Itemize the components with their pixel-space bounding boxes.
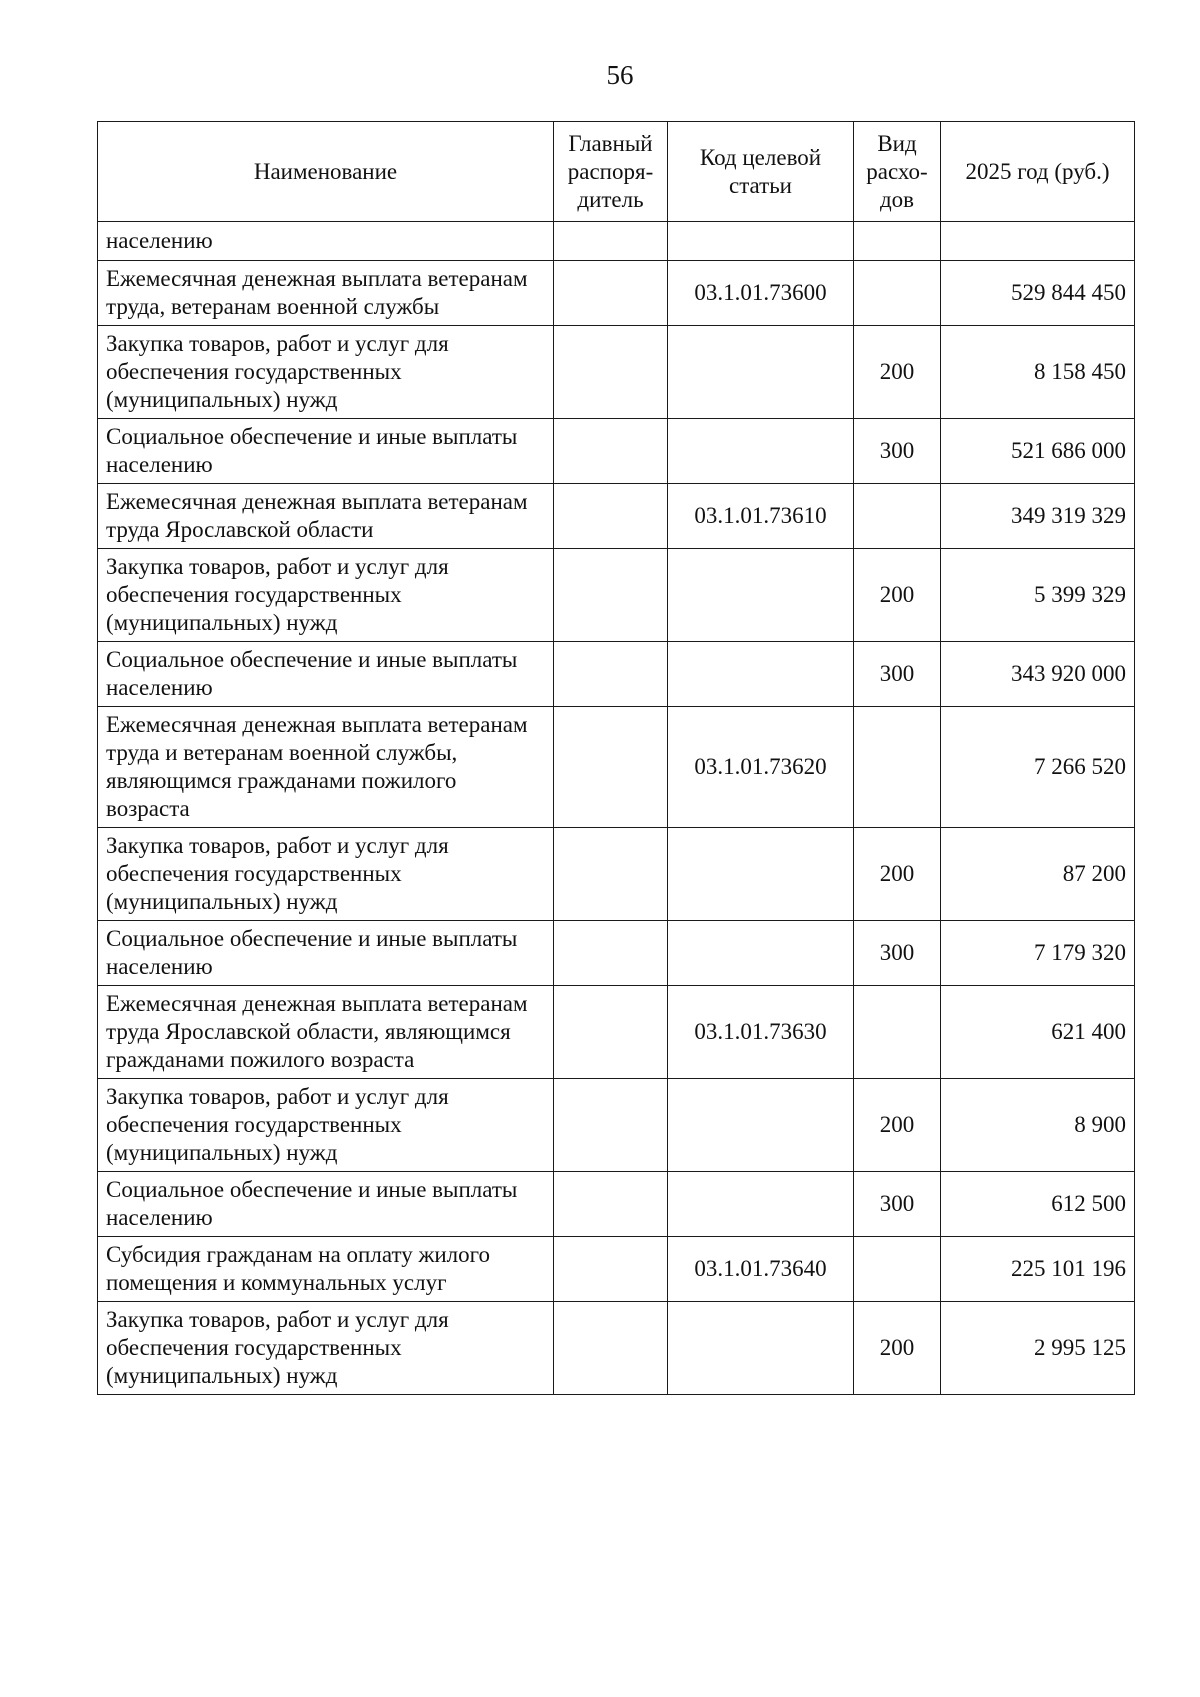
table-row bbox=[98, 1237, 1135, 1302]
cell-manager bbox=[554, 828, 668, 921]
cell-amount bbox=[941, 222, 1135, 261]
cell-code bbox=[668, 549, 854, 642]
cell-code bbox=[668, 1172, 854, 1237]
cell-code bbox=[668, 1302, 854, 1395]
cell-code bbox=[668, 828, 854, 921]
cell-type bbox=[854, 484, 941, 549]
table-body bbox=[98, 222, 1135, 1395]
cell-name: Закупка товаров, работ и услуг для обеспечения государственных (муниципальных) нужд bbox=[98, 828, 554, 921]
header-code: Код целевой статьи bbox=[668, 122, 854, 222]
cell-name: Закупка товаров, работ и услуг для обеспечения государственных (муниципальных) нужд bbox=[98, 549, 554, 642]
cell-type: 200 bbox=[854, 1302, 941, 1395]
cell-type bbox=[854, 261, 941, 326]
cell-type: 200 bbox=[854, 1079, 941, 1172]
cell-type: 300 bbox=[854, 1172, 941, 1237]
cell-name: Закупка товаров, работ и услуг для обеспечения государственных (муниципальных) нужд bbox=[98, 1079, 554, 1172]
table-row bbox=[98, 261, 1135, 326]
cell-manager bbox=[554, 326, 668, 419]
cell-code: 03.1.01.73630 bbox=[668, 986, 854, 1079]
header-amount: 2025 год (руб.) bbox=[941, 122, 1135, 222]
cell-amount: 612 500 bbox=[941, 1172, 1135, 1237]
cell-type: 200 bbox=[854, 326, 941, 419]
cell-code bbox=[668, 222, 854, 261]
cell-name: Ежемесячная денежная выплата ветеранам труда и ветеранам военной службы, являющимся гражданами пожилого возраста bbox=[98, 707, 554, 828]
header-name: Наименование bbox=[98, 122, 554, 222]
table-row bbox=[98, 828, 1135, 921]
cell-name: Социальное обеспечение и иные выплаты населению bbox=[98, 1172, 554, 1237]
cell-amount: 5 399 329 bbox=[941, 549, 1135, 642]
cell-amount: 7 266 520 bbox=[941, 707, 1135, 828]
cell-name: Ежемесячная денежная выплата ветеранам труда, ветеранам военной службы bbox=[98, 261, 554, 326]
cell-type: 300 bbox=[854, 419, 941, 484]
cell-amount: 8 158 450 bbox=[941, 326, 1135, 419]
cell-type bbox=[854, 222, 941, 261]
table-row bbox=[98, 986, 1135, 1079]
table-row bbox=[98, 642, 1135, 707]
cell-amount: 8 900 bbox=[941, 1079, 1135, 1172]
cell-manager bbox=[554, 222, 668, 261]
header-row bbox=[98, 122, 1135, 222]
cell-name: Ежемесячная денежная выплата ветеранам труда Ярославской области bbox=[98, 484, 554, 549]
page-number: 56 bbox=[606, 60, 634, 90]
table-header bbox=[98, 122, 1135, 222]
cell-type bbox=[854, 1237, 941, 1302]
cell-code bbox=[668, 419, 854, 484]
budget-table bbox=[97, 121, 1135, 1395]
cell-code bbox=[668, 1079, 854, 1172]
table-row bbox=[98, 549, 1135, 642]
cell-manager bbox=[554, 484, 668, 549]
cell-amount: 621 400 bbox=[941, 986, 1135, 1079]
cell-code: 03.1.01.73620 bbox=[668, 707, 854, 828]
cell-name: Социальное обеспечение и иные выплаты населению bbox=[98, 921, 554, 986]
cell-amount: 529 844 450 bbox=[941, 261, 1135, 326]
cell-manager bbox=[554, 642, 668, 707]
header-manager bbox=[554, 122, 668, 222]
cell-amount: 343 920 000 bbox=[941, 642, 1135, 707]
cell-type: 300 bbox=[854, 921, 941, 986]
header-manager-text: Главный распоря-дитель bbox=[567, 130, 654, 212]
cell-name: населению bbox=[98, 222, 554, 261]
cell-name: Социальное обеспечение и иные выплаты населению bbox=[98, 642, 554, 707]
cell-type: 200 bbox=[854, 549, 941, 642]
cell-amount: 225 101 196 bbox=[941, 1237, 1135, 1302]
cell-manager bbox=[554, 1172, 668, 1237]
cell-type: 300 bbox=[854, 642, 941, 707]
cell-manager bbox=[554, 549, 668, 642]
cell-amount: 521 686 000 bbox=[941, 419, 1135, 484]
cell-code bbox=[668, 326, 854, 419]
cell-type bbox=[854, 707, 941, 828]
cell-manager bbox=[554, 261, 668, 326]
cell-amount: 2 995 125 bbox=[941, 1302, 1135, 1395]
cell-manager bbox=[554, 419, 668, 484]
cell-manager bbox=[554, 707, 668, 828]
table-row bbox=[98, 326, 1135, 419]
cell-amount: 7 179 320 bbox=[941, 921, 1135, 986]
cell-name: Ежемесячная денежная выплата ветеранам труда Ярославской области, являющимся гражданами пожилого возраста bbox=[98, 986, 554, 1079]
cell-amount: 87 200 bbox=[941, 828, 1135, 921]
cell-code bbox=[668, 642, 854, 707]
cell-code: 03.1.01.73600 bbox=[668, 261, 854, 326]
cell-manager bbox=[554, 1079, 668, 1172]
cell-name: Субсидия гражданам на оплату жилого помещения и коммунальных услуг bbox=[98, 1237, 554, 1302]
table-row bbox=[98, 1079, 1135, 1172]
table-row bbox=[98, 1302, 1135, 1395]
cell-manager bbox=[554, 1237, 668, 1302]
cell-amount: 349 319 329 bbox=[941, 484, 1135, 549]
cell-manager bbox=[554, 1302, 668, 1395]
cell-name: Закупка товаров, работ и услуг для обеспечения государственных (муниципальных) нужд bbox=[98, 326, 554, 419]
table-row bbox=[98, 484, 1135, 549]
cell-type bbox=[854, 986, 941, 1079]
cell-type: 200 bbox=[854, 828, 941, 921]
cell-manager bbox=[554, 921, 668, 986]
cell-name: Закупка товаров, работ и услуг для обеспечения государственных (муниципальных) нужд bbox=[98, 1302, 554, 1395]
cell-name: Социальное обеспечение и иные выплаты населению bbox=[98, 419, 554, 484]
cell-code bbox=[668, 921, 854, 986]
header-type: Вид расхо-дов bbox=[854, 122, 941, 222]
table-row bbox=[98, 1172, 1135, 1237]
table-row bbox=[98, 222, 1135, 261]
table-row bbox=[98, 921, 1135, 986]
table-row bbox=[98, 419, 1135, 484]
cell-code: 03.1.01.73640 bbox=[668, 1237, 854, 1302]
table-row bbox=[98, 707, 1135, 828]
cell-code: 03.1.01.73610 bbox=[668, 484, 854, 549]
cell-manager bbox=[554, 986, 668, 1079]
